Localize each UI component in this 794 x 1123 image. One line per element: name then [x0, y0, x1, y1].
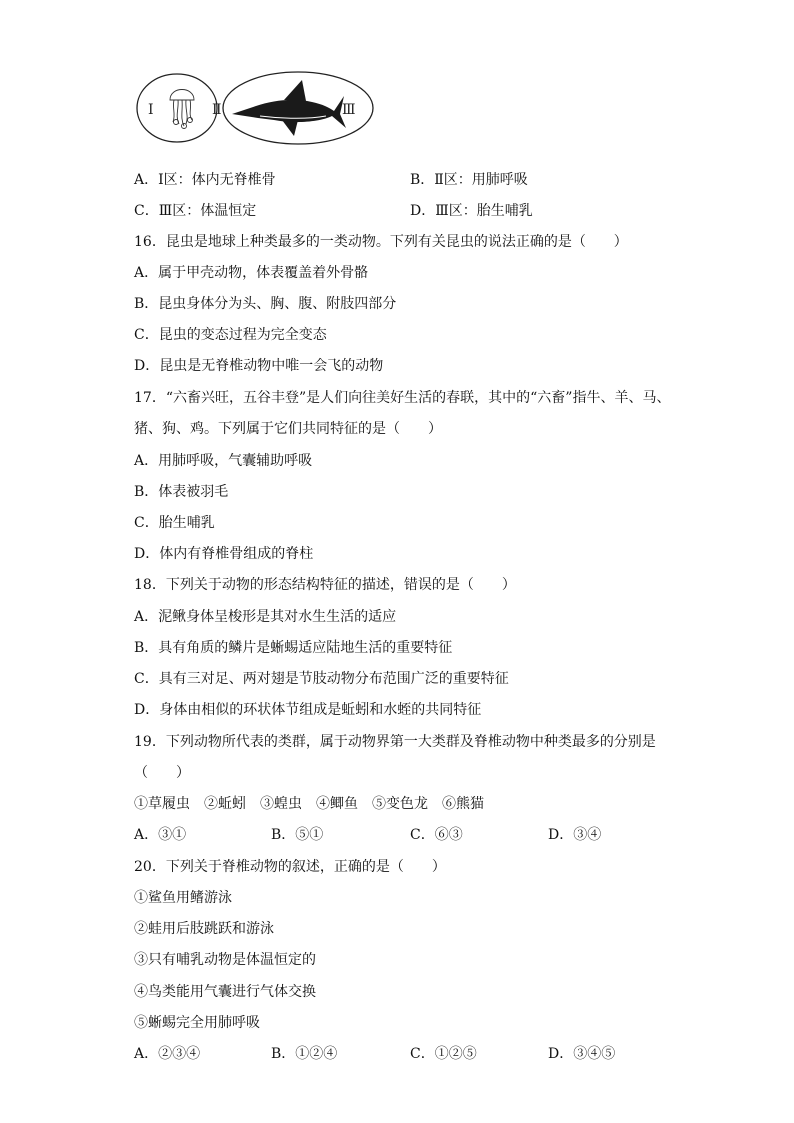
q20-statement-2: ②蛙用后肢跳跃和游泳 — [134, 921, 274, 937]
q20-statement-5: ⑤蜥蜴完全用肺呼吸 — [134, 1015, 260, 1031]
q20-statement-4: ④鸟类能用气囊进行气体交换 — [134, 984, 316, 1000]
q17-option-a: A．用肺呼吸，气囊辅助呼吸 — [134, 453, 313, 469]
q20-option-b: B．①②④ — [271, 1046, 338, 1062]
q17-stem-line2: 猪、狗、鸡。下列属于它们共同特征的是（ ） — [134, 421, 442, 437]
q16-stem: 16．昆虫是地球上种类最多的一类动物。下列有关昆虫的说法正确的是（ ） — [134, 234, 628, 250]
q16-option-a: A．属于甲壳动物，体表覆盖着外骨骼 — [134, 265, 369, 281]
q20-option-a: A．②③④ — [134, 1046, 201, 1062]
q16-option-c: C．昆虫的变态过程为完全变态 — [134, 327, 327, 343]
venn-diagram — [134, 70, 374, 150]
swordfish-icon — [232, 80, 346, 136]
q16-option-b: B．昆虫身体分为头、胸、腹、附肢四部分 — [134, 296, 397, 312]
region-i-label: Ⅰ — [148, 102, 154, 118]
q20-option-d: D．③④⑤ — [548, 1046, 616, 1062]
jellyfish-icon — [170, 90, 194, 129]
q18-option-a: A．泥鳅身体呈梭形是其对水生生活的适应 — [134, 609, 397, 625]
q17-option-b: B．体表被羽毛 — [134, 484, 229, 500]
q15-option-b: B．Ⅱ区：用肺呼吸 — [410, 172, 528, 188]
q16-option-d: D．昆虫是无脊椎动物中唯一会飞的动物 — [134, 358, 384, 374]
venn-figure — [134, 70, 374, 150]
q15-option-d: D．Ⅲ区：胎生哺乳 — [410, 203, 533, 219]
q18-option-d: D．身体由相似的环状体节组成是蚯蚓和水蛭的共同特征 — [134, 702, 482, 718]
q18-option-c: C．具有三对足、两对翅是节肢动物分布范围广泛的重要特征 — [134, 671, 509, 687]
q18-option-b: B．具有角质的鳞片是蜥蜴适应陆地生活的重要特征 — [134, 640, 453, 656]
q20-statement-3: ③只有哺乳动物是体温恒定的 — [134, 952, 316, 968]
q20-option-c: C．①②⑤ — [410, 1046, 477, 1062]
q20-statement-1: ①鲨鱼用鳍游泳 — [134, 890, 232, 906]
q19-item-list: ①草履虫 ②蚯蚓 ③蝗虫 ④鲫鱼 ⑤变色龙 ⑥熊猫 — [134, 796, 484, 812]
q17-option-d: D．体内有脊椎骨组成的脊柱 — [134, 546, 314, 562]
q19-option-a: A．③① — [134, 827, 187, 843]
q20-stem: 20．下列关于脊椎动物的叙述，正确的是（ ） — [134, 859, 446, 875]
q15-option-a: A．Ⅰ区：体内无脊椎骨 — [134, 172, 276, 188]
q17-option-c: C．胎生哺乳 — [134, 515, 215, 531]
q19-stem-line1: 19．下列动物所代表的类群，属于动物界第一大类群及脊椎动物中种类最多的分别是 — [134, 734, 656, 750]
region-ii-label: Ⅱ — [212, 102, 222, 118]
q17-stem-line1: 17．“六畜兴旺，五谷丰登”是人们向往美好生活的春联，其中的“六畜”指牛、羊、马、 — [134, 390, 671, 406]
q19-option-b: B．⑤① — [271, 827, 324, 843]
q19-option-c: C．⑥③ — [410, 827, 463, 843]
region-iii-label: Ⅲ — [342, 102, 356, 118]
q15-option-c: C．Ⅲ区：体温恒定 — [134, 203, 257, 219]
q19-stem-line2: （ ） — [134, 765, 190, 781]
q19-option-d: D．③④ — [548, 827, 602, 843]
q18-stem: 18．下列关于动物的形态结构特征的描述，错误的是（ ） — [134, 577, 516, 593]
